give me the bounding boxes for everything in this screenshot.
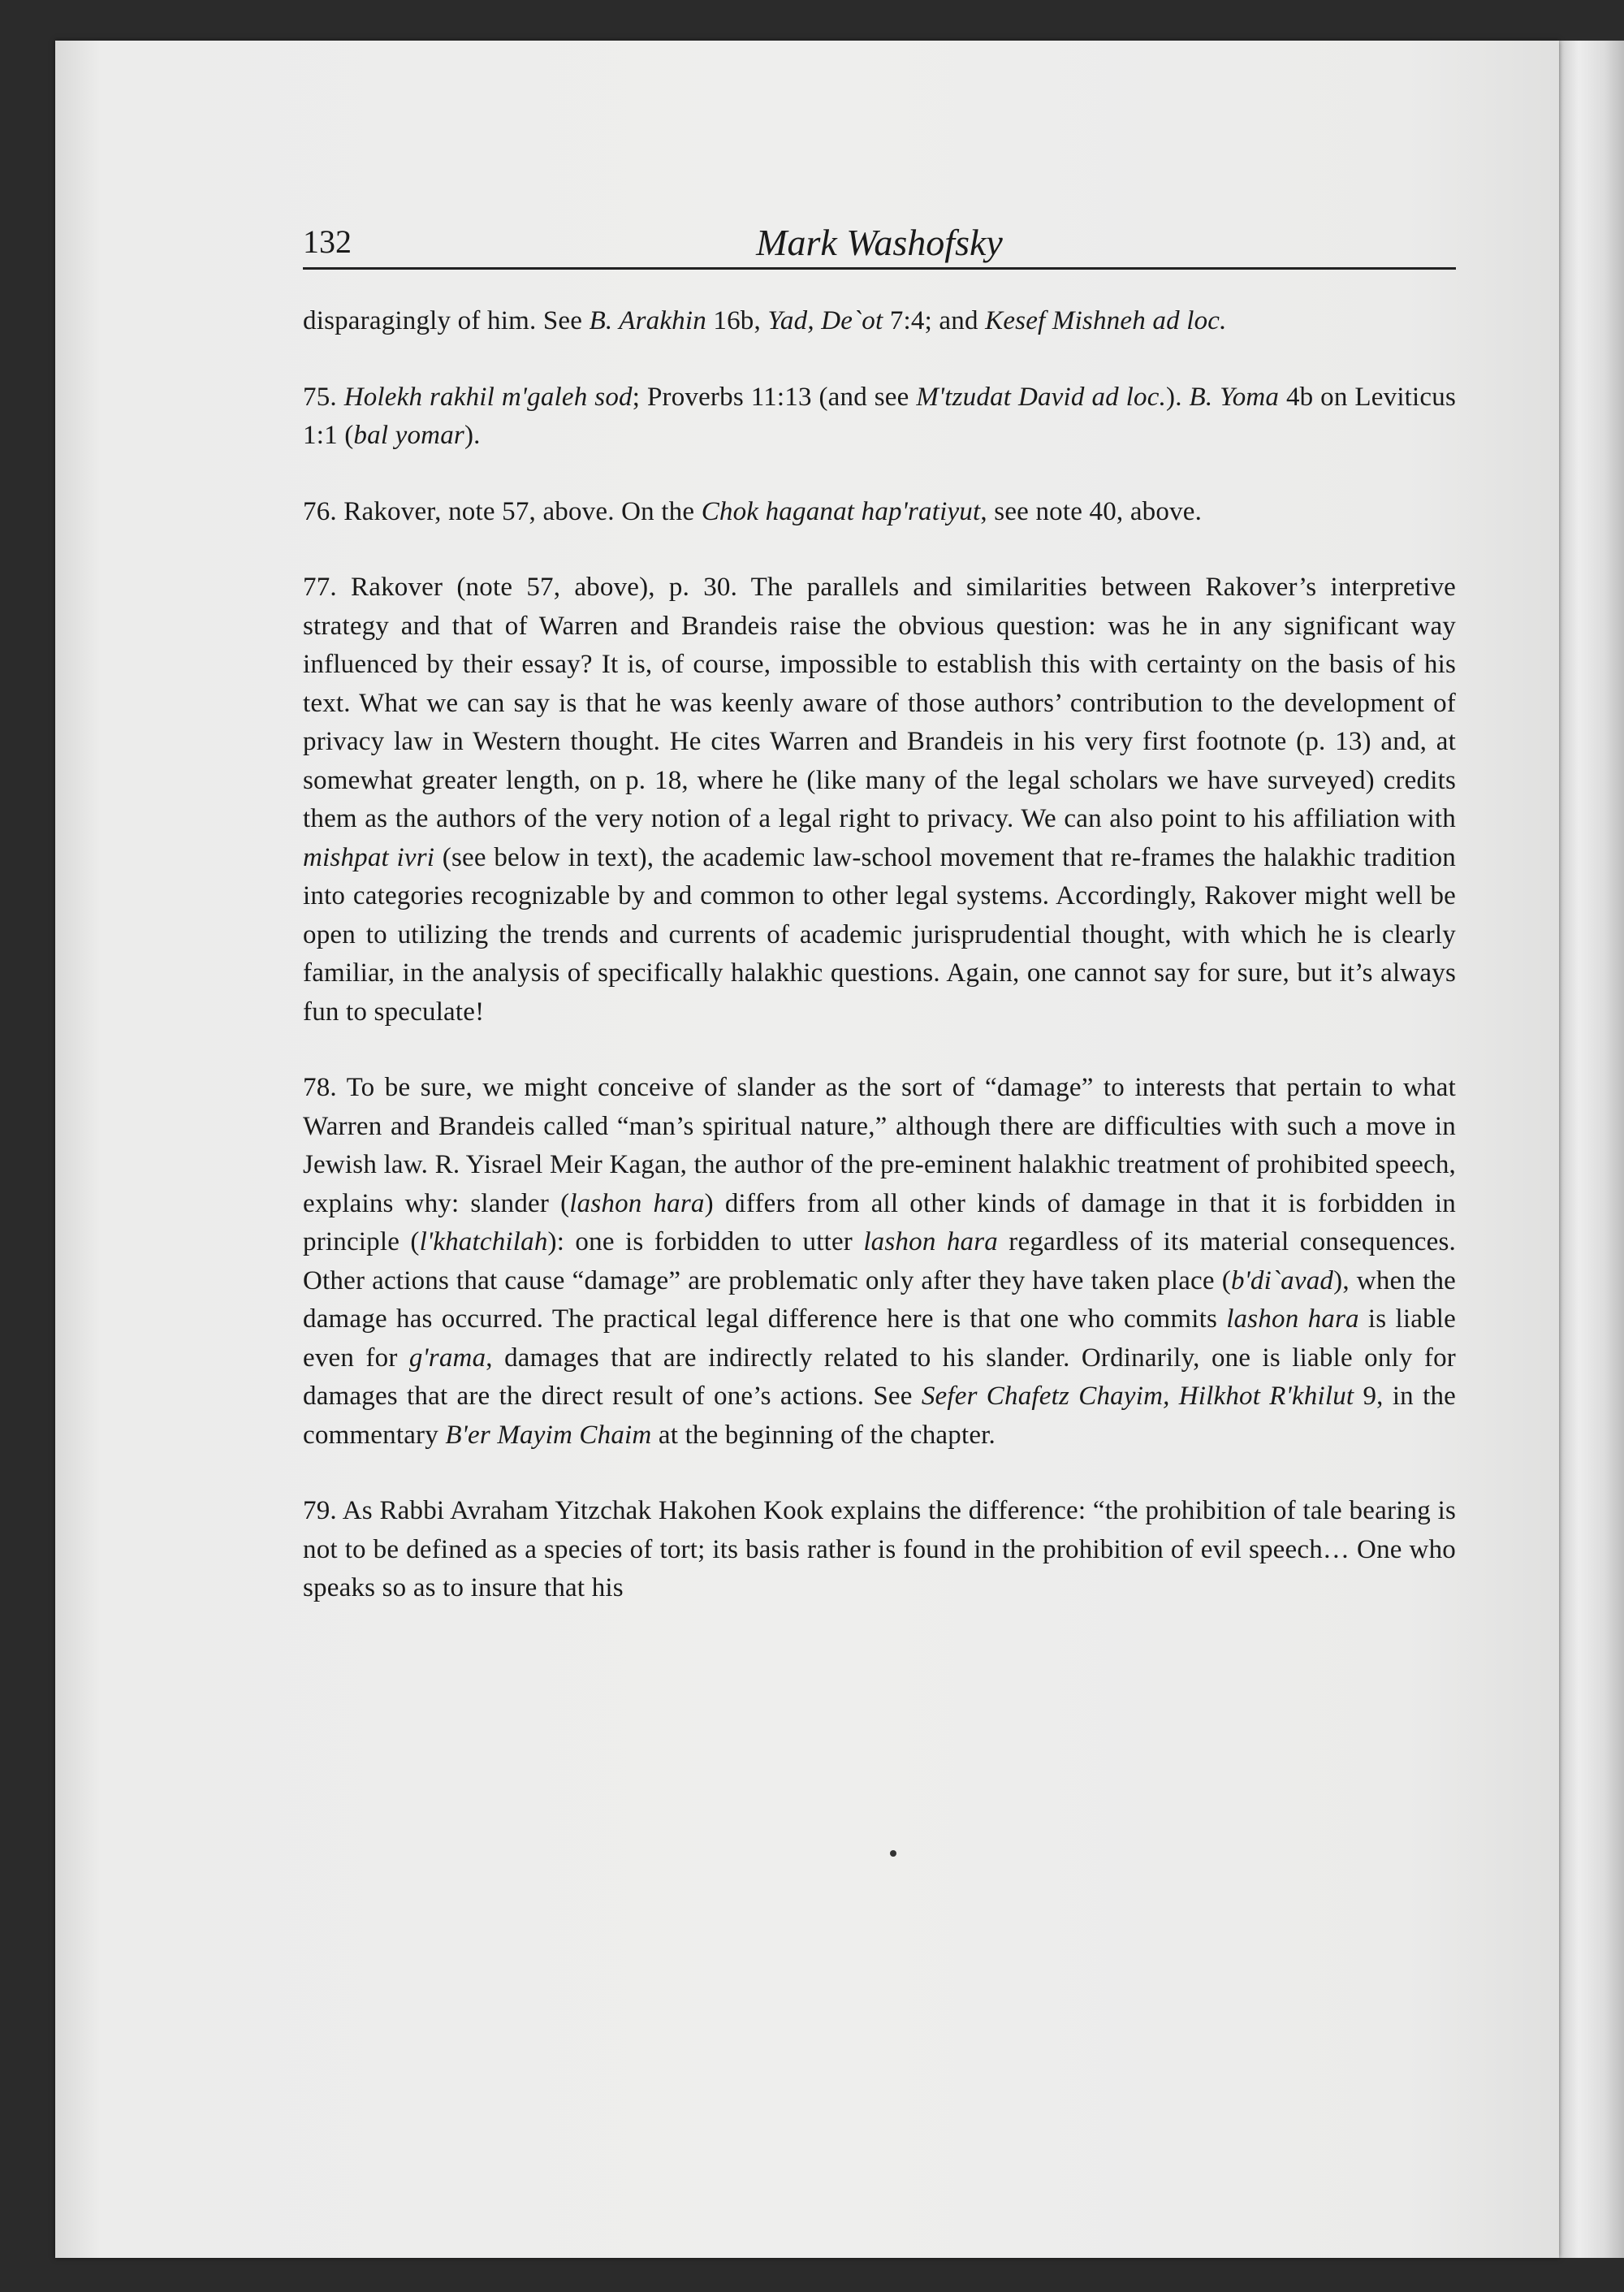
text-block	[303, 215, 1456, 1645]
book-page-edge	[1559, 41, 1624, 2258]
text-run: 79. As Rabbi Avraham Yitzchak Hakohen Kook explains the difference: “the prohibition of tale bearing is not to be defined as a species of tort; its basis rather is found in the prohibition of evil speech… One who speaks so as to insure that his	[303, 1496, 1456, 1602]
text-run: ) differs from all other kinds of damage in that it is forbidden in principle (	[303, 1188, 1456, 1256]
footnote-79	[303, 1492, 1456, 1608]
text-run: 4b on Leviticus 1:1 (	[303, 382, 1457, 450]
text-run: 78. To be sure, we might conceive of slander as the sort of “damage” to interests that pertain to what Warren and Brandeis called “man’s spiritual nature,” although there are difficulties with such a move in Jewish law. R. Yisrael Meir Kagan, the author of the pre-eminent halakhic treatment of prohibited speech, explains why: slander (	[303, 1073, 1456, 1218]
italic-text: g'rama	[408, 1343, 486, 1373]
text-run: 77. Rakover (note 57, above), p. 30. The parallels and similarities between Rakover’s interpretive strategy and that of Warren and Brandeis raise the obvious question: was he in any significant way influenced by their essay? It is, of course, impossible to establish this with certainty on the basis of his text. What we can say is that he was keenly aware of those authors’ contribution to the development of privacy law in Western thought. He cites Warren and Brandeis in his very first footnote (p. 13) and, at somewhat greater length, on p. 18, where he (like many of the legal scholars we have surveyed) credits them as the authors of the very notion of a legal right to privacy. We can also point to his affiliation with	[303, 573, 1456, 833]
text-run: ).	[1166, 382, 1190, 412]
italic-text: lashon hara	[569, 1188, 705, 1218]
text-run: ), when the damage has occurred. The practical legal difference here is that one who commits	[303, 1265, 1457, 1334]
italic-text: Chok haganat hap'ratiyut	[701, 496, 981, 526]
italic-text: lashon hara	[863, 1227, 998, 1256]
text-run: ): one is forbidden to utter	[547, 1227, 864, 1256]
italic-text: b'di`avad	[1230, 1265, 1334, 1295]
footnotes	[303, 302, 1456, 1608]
italic-text: bal yomar	[353, 421, 464, 450]
text-run: 7:4; and	[883, 306, 986, 335]
italic-text: B. Arakhin	[589, 306, 706, 335]
text-run: 9, in the commentary	[303, 1382, 1456, 1450]
ink-dot	[890, 1850, 896, 1857]
footnote-76	[303, 493, 1456, 532]
text-run: 76. Rakover, note 57, above. On the	[303, 496, 702, 526]
italic-text: mishpat ivri	[303, 842, 435, 872]
text-run: at the beginning of the chapter.	[651, 1420, 996, 1450]
italic-text: lashon hara	[1226, 1304, 1359, 1334]
text-run: ).	[464, 421, 481, 450]
text-run: disparagingly of him. See	[303, 306, 590, 335]
running-head-author: Mark Washofsky	[756, 222, 1003, 263]
book-page	[55, 41, 1559, 2258]
italic-text: B. Yoma	[1189, 382, 1280, 412]
footnote-77	[303, 569, 1456, 1031]
italic-text: B'er Mayim Chaim	[445, 1420, 652, 1450]
text-run: is liable even for	[303, 1304, 1457, 1373]
text-run: 16b,	[706, 306, 768, 335]
italic-text: Holekh rakhil m'galeh sod	[343, 382, 633, 412]
italic-text: Sefer Chafetz Chayim, Hilkhot R'khilut	[921, 1382, 1354, 1411]
footnote-78	[303, 1069, 1456, 1455]
text-run: ; Proverbs 11:13 (and see	[632, 382, 917, 412]
text-run: (see below in text), the academic law-school movement that re-frames the halakhic tradition into categories recognizable by and common to other legal systems. Accordingly, Rakover might well be open to utilizing the trends and currents of academic jurisprudential thought, with which he is clearly familiar, in the analysis of specifically halakhic questions. Again, one cannot say for sure, but it’s always fun to speculate!	[303, 842, 1456, 1027]
italic-text: M'tzudat David ad loc.	[916, 382, 1167, 412]
italic-text: Kesef Mishneh ad loc.	[985, 306, 1227, 335]
text-run: 75.	[303, 382, 344, 412]
footnote-75	[303, 378, 1456, 456]
page-number: 132	[303, 223, 352, 260]
italic-text: l'khatchilah	[419, 1227, 548, 1256]
italic-text: Yad, De`ot	[767, 306, 883, 335]
running-head	[303, 215, 1456, 270]
text-run: , see note 40, above.	[980, 496, 1203, 526]
text-run: , damages that are indirectly related to his slander. Ordinarily, one is liable only for damages that are the direct result of one’s actions. See	[303, 1343, 1456, 1411]
text-run: regardless of its material consequences. Other actions that cause “damage” are problematic only after they have taken place (	[303, 1227, 1456, 1295]
footnote-74-continued	[303, 302, 1456, 341]
